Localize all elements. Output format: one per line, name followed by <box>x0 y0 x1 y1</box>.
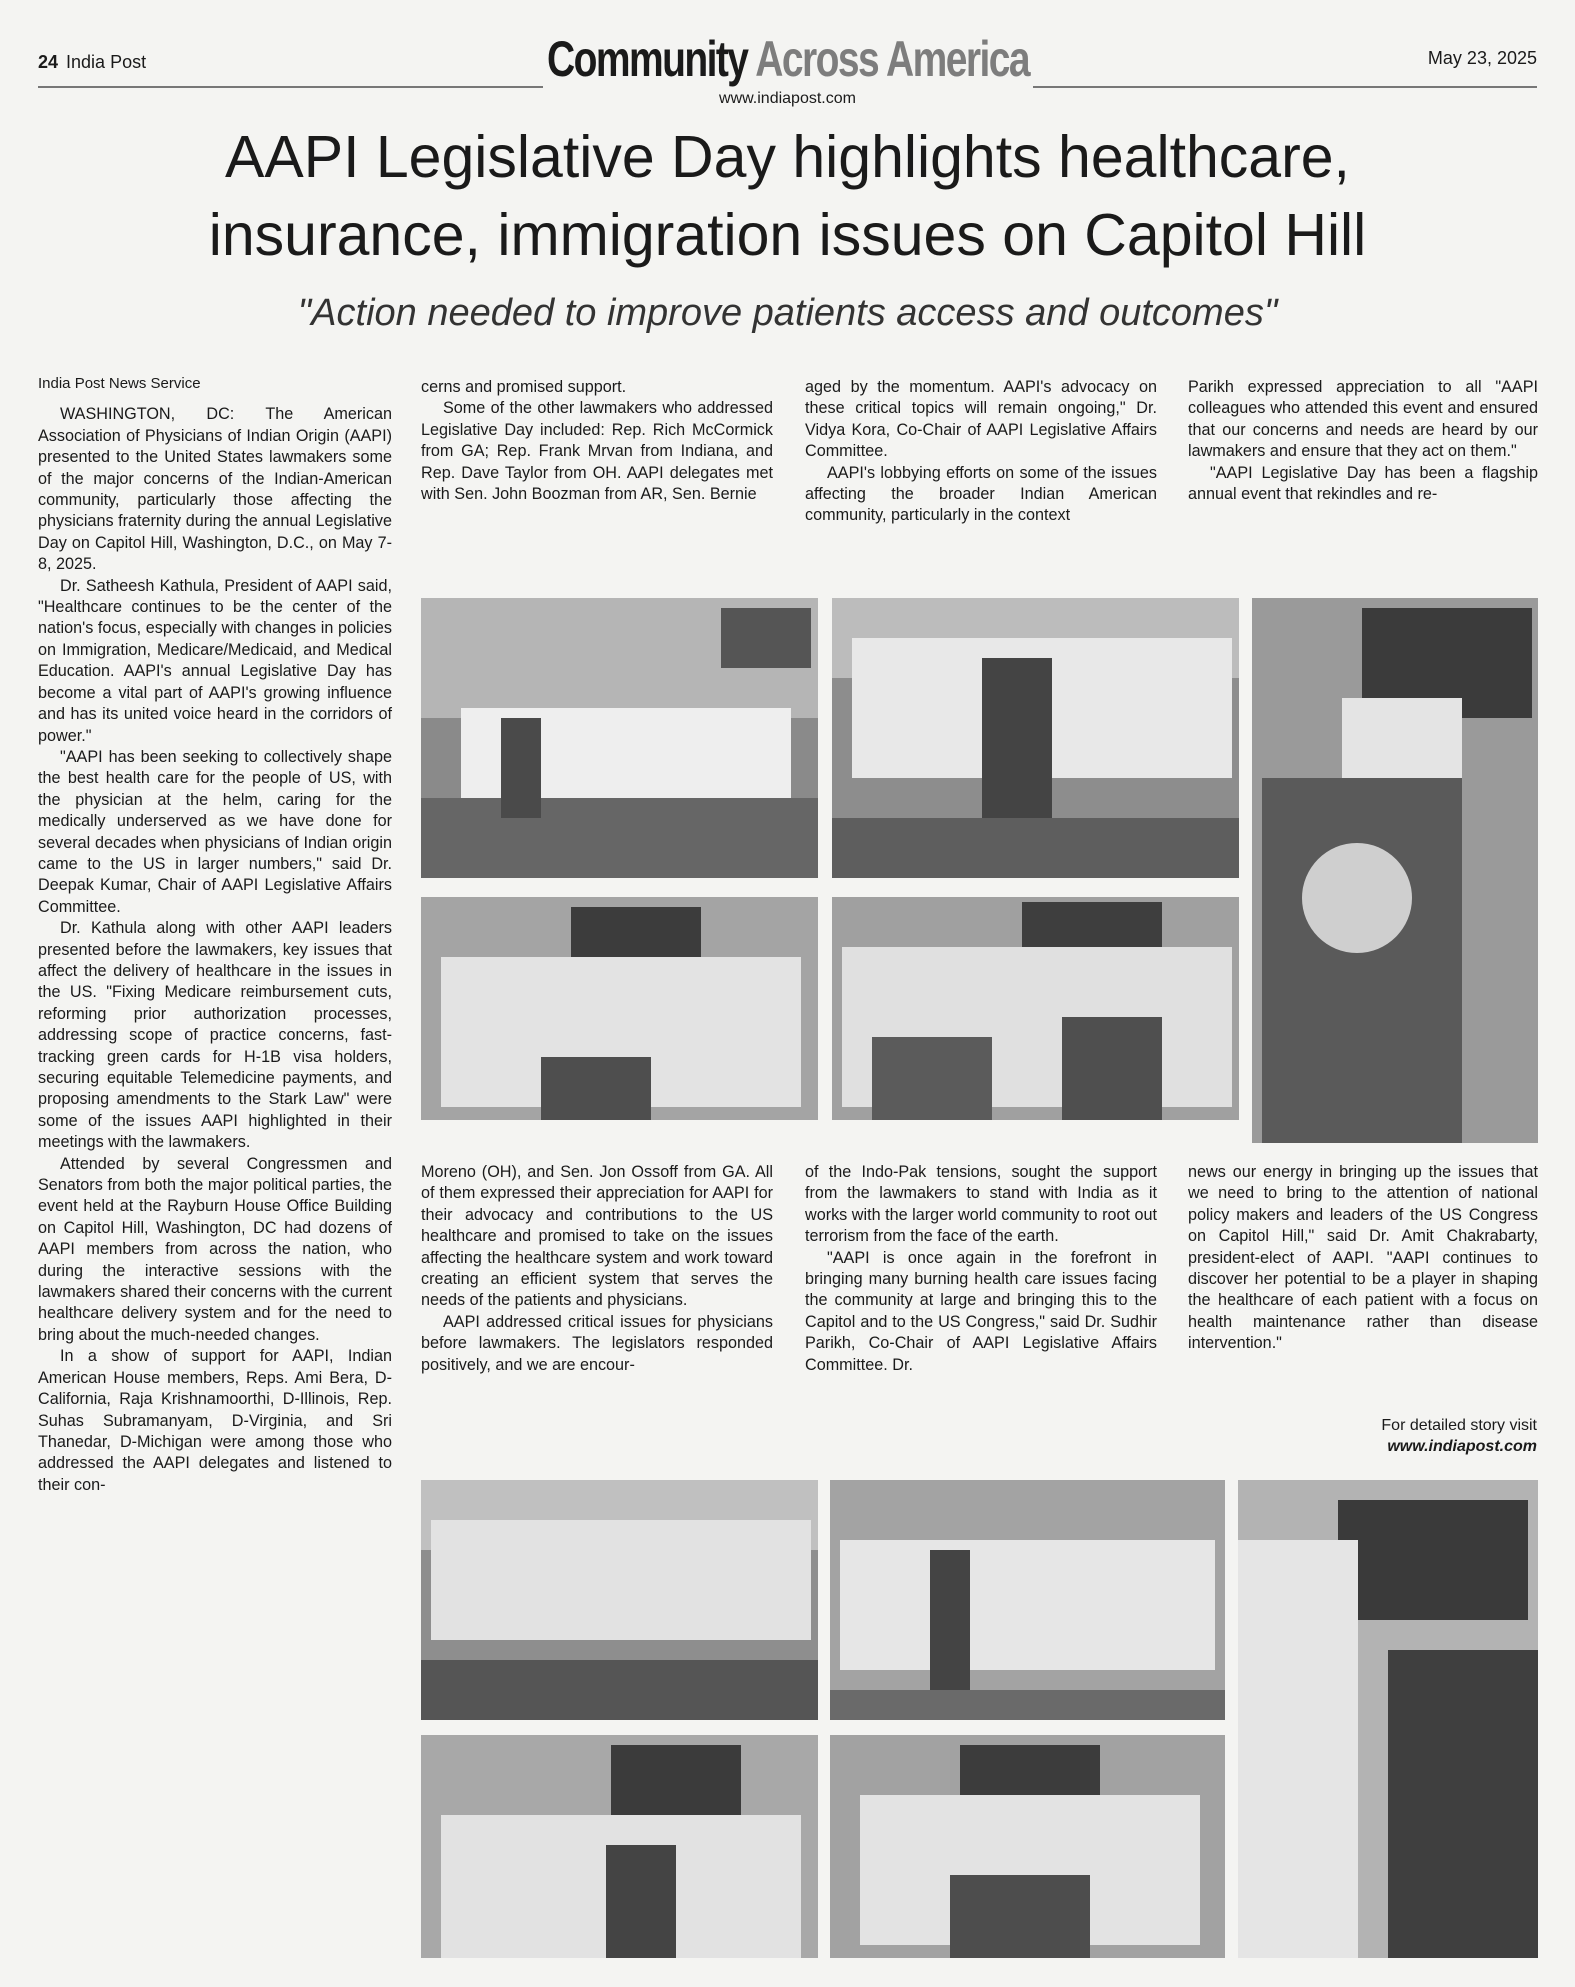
photo-group-seated <box>832 598 1239 878</box>
paragraph: WASHINGTON, DC: The American Association of Physicians of Indian Origin (AAPI) presented to the United States lawmakers some of the major concerns of the Indian-American community, particularly those affecting the physicians fraternity during the annual Legislative Day on Capitol Hill, Washington, D.C., on May 7-8, 2025. <box>38 405 392 574</box>
read-more-link[interactable]: www.indiapost.com <box>1387 1438 1537 1455</box>
read-more-label: For detailed story visit <box>1381 1417 1537 1434</box>
headline: AAPI Legislative Day highlights healthcare, insurance, immigration issues on Capitol Hill <box>208 124 1367 268</box>
article-column-4-top <box>1188 377 1538 505</box>
paragraph: "AAPI Legislative Day has been a flagship annual event that rekindles and re- <box>1188 463 1538 504</box>
paragraph: AAPI's lobbying efforts on some of the issues affecting the broader Indian American community, particularly in the context <box>805 463 1157 525</box>
paragraph: news our energy in bringing up the issues that we need to bring to the attention of national policy makers and leaders of the US Congress on Capitol Hill," said Dr. Amit Chakrabarty, president-elect of AAPI. "AAPI continues to discover her potential to be a player in shaping the healthcare of each patient with a focus on health maintenance rather than disease intervention." <box>1188 1163 1538 1353</box>
read-more <box>1381 1415 1537 1457</box>
article-column-3-bottom <box>805 1162 1157 1376</box>
photo-lawmaker-group <box>421 1735 818 1958</box>
paragraph: In a show of support for AAPI, Indian American House members, Reps. Ami Bera, D-California, Raja Krishnamoorthi, D-Illinois, Rep. Suhas Subramanyam, D-Virginia, and Sri Thanedar, D-Michigan were among those who addressed the AAPI delegates and listened to their con- <box>38 1347 392 1494</box>
article-column-1 <box>38 373 392 1496</box>
website-url[interactable]: www.indiapost.com <box>719 90 856 107</box>
byline: India Post News Service <box>38 375 201 392</box>
paragraph: Some of the other lawmakers who addressed Legislative Day included: Rep. Rich McCormick from GA; Rep. Frank Mrvan from Indiana, and Rep. Dave Taylor from OH. AAPI delegates met with Sen. John Boozman from AR, Sen. Bernie <box>421 399 773 504</box>
section-masthead: Community Across America <box>546 31 1029 87</box>
paragraph: Parikh expressed appreciation to all "AAPI colleagues who attended this event and ensured that our concerns and needs are heard by our lawmakers and ensure that they act on them." <box>1188 378 1538 461</box>
subheadline: "Action needed to improve patients access and outcomes" <box>297 292 1278 334</box>
photo-group-podium <box>421 598 818 878</box>
paragraph: cerns and promised support. <box>421 378 627 396</box>
paragraph: Dr. Satheesh Kathula, President of AAPI said, "Healthcare continues to be the center of the nation's focus, especially with changes in policies on Immigration, Medicare/Medicaid, and Medical Education. AAPI's annual Legislative Day has become a vital part of AAPI's growing influence and has its united voice heard in the corridors of power." <box>38 576 392 745</box>
photo-speaker-podium <box>1252 598 1538 1143</box>
photo-podium-remarks <box>830 1735 1225 1958</box>
paragraph: Attended by several Congressmen and Senators from both the major political parties, the event held at the Rayburn House Office Building on Capitol Hill, Washington, DC had dozens of AAPI members from across the nation, who during the interactive sessions with the lawmakers shared their concerns with the current healthcare delivery system and for the need to bring about the much-needed changes. <box>38 1154 392 1344</box>
photo-conversation <box>1238 1480 1538 1958</box>
publication-name: India Post <box>66 52 147 72</box>
page-number: 24 India Post <box>38 52 147 72</box>
photo-group-floor <box>421 1480 818 1720</box>
paragraph: AAPI addressed critical issues for physicians before lawmakers. The legislators responded positively, and we are encour- <box>421 1312 773 1374</box>
paragraph: "AAPI is once again in the forefront in bringing many burning health care issues facing the community at large and bringing this to the Capitol and to the US Congress," said Dr. Sudhir Parikh, Co-Chair of AAPI Legislative Affairs Committee. Dr. <box>805 1248 1157 1374</box>
article-column-2-top <box>421 377 773 505</box>
paragraph: Moreno (OH), and Sen. Jon Ossoff from GA. All of them expressed their appreciation for AAPI for their advocacy and contributions to the US healthcare and promised to take on the issues affecting the healthcare system and work toward creating an efficient system that serves the needs of the patients and physicians. <box>421 1163 773 1310</box>
paragraph: aged by the momentum. AAPI's advocacy on these critical topics will remain ongoing," Dr. Vidya Kora, Co-Chair of AAPI Legislative Affairs Committee. <box>805 378 1157 461</box>
article-column-3-top <box>805 377 1157 527</box>
photo-handshake <box>421 897 818 1120</box>
paragraph: of the Indo-Pak tensions, sought the support from the lawmakers to stand with India as it works with the larger world community to root out terrorism from the face of the earth. <box>805 1163 1157 1246</box>
paragraph: Dr. Kathula along with other AAPI leaders presented before the lawmakers, key issues that affect the delivery of healthcare in the issues in the US. "Fixing Medicare reimbursement cuts, reforming prior authorization processes, addressing scope of practice concerns, fast-tracking green cards for H-1B visa holders, securing equitable Telemedicine payments, and proposing amendments to the Stark Law" were some of the issues AAPI highlighted in their meetings with the lawmakers. <box>38 919 392 1152</box>
article-column-4-bottom <box>1188 1162 1538 1355</box>
photo-lawmaker-podium <box>832 897 1239 1120</box>
paragraph: "AAPI has been seeking to collectively shape the best health care for the people of US, with the physician at the helm, caring for the medically underserved as we have done for several decades when physicians of Indian origin came to the US in larger numbers," said Dr. Deepak Kumar, Chair of AAPI Legislative Affairs Committee. <box>38 747 392 916</box>
article-column-2-bottom <box>421 1162 773 1376</box>
issue-date: May 23, 2025 <box>1427 48 1537 68</box>
photo-group-flags <box>830 1480 1225 1720</box>
